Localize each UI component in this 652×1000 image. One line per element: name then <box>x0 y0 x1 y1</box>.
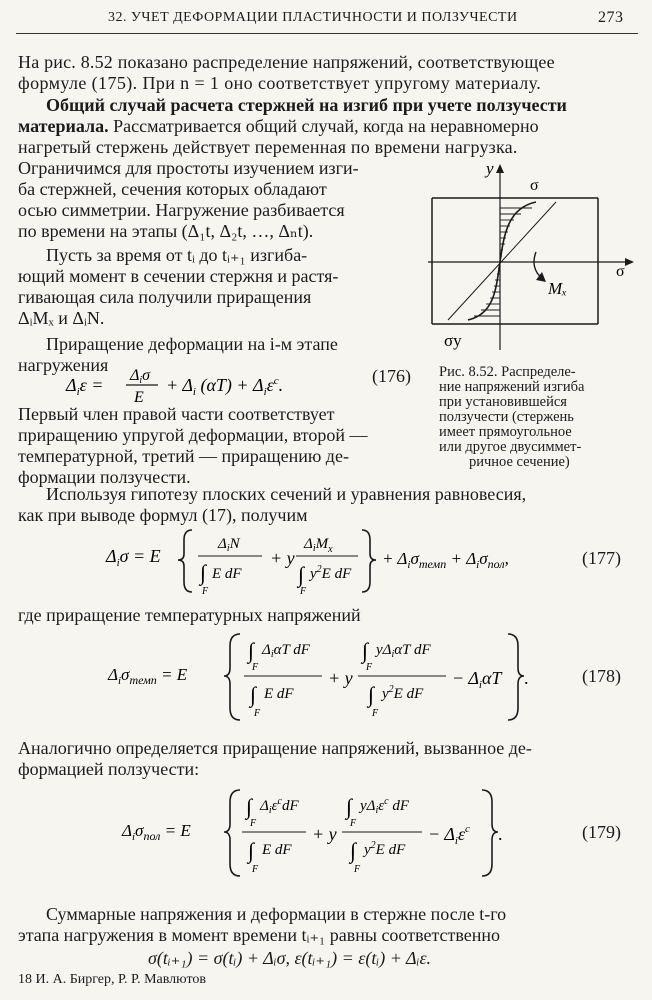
figure-caption-line4: ползучести (стержень <box>439 409 574 425</box>
p3-line2: ющий момент в сечении стержня и растя- <box>18 266 339 286</box>
svg-text:yΔiεc dF: $y\Delta_i\varepsilon^c$ dF <box>360 796 410 816</box>
svg-text:.: . <box>524 668 529 688</box>
p4-line1: Приращение деформации на i-м этапе <box>46 334 338 354</box>
p8-line1: Аналогично определяется приращение напряжений, вызванное де- <box>18 738 532 758</box>
svg-text:∫: ∫ <box>200 560 207 585</box>
equation-176 <box>60 364 330 404</box>
svg-text:F: F <box>350 818 357 829</box>
p5-line2: приращению упругой деформации, второй — <box>18 425 368 445</box>
svg-text:E dF: E dF <box>264 686 294 702</box>
p2-heading-line2: материала. <box>18 116 109 136</box>
equation-177-number: (177) <box>582 548 621 568</box>
svg-text:∫: ∫ <box>246 794 253 819</box>
svg-text:∫: ∫ <box>298 562 305 587</box>
svg-text:F: F <box>372 708 379 719</box>
p2-heading-line1: Общий случай расчета стержней на изгиб при учете ползучести <box>46 95 567 115</box>
svg-text:∫: ∫ <box>248 838 255 863</box>
svg-text:E: E <box>134 389 144 406</box>
svg-text:− Δiεc: − $\Delta_i\varepsilon^c$ <box>428 823 470 847</box>
figure-caption-line1: Рис. 8.52. Распределе- <box>439 364 576 380</box>
final-equation: σ(tᵢ₊₁) = σ(tᵢ) + Δᵢσ, ε(tᵢ₊₁) = ε(tᵢ) + Δᵢε. <box>148 948 432 968</box>
p2-line7: по времени на этапы (Δ₁t, Δ₂t, …, Δₙt). <box>18 221 314 241</box>
running-header: 32. УЧЕТ ДЕФОРМАЦИИ ПЛАСТИЧНОСТИ И ПОЛЗУЧЕСТИ <box>108 10 518 25</box>
figure-caption-line7: ричное сечение) <box>469 454 570 470</box>
p8-line2: формацией ползучести: <box>18 759 200 779</box>
equation-176-number: (176) <box>372 366 411 386</box>
svg-text:∫: ∫ <box>362 638 369 663</box>
svg-text:F: F <box>366 662 373 673</box>
figure-label-sigma-top: σ <box>530 177 539 194</box>
equation-178-formula <box>100 628 540 724</box>
svg-text:∫: ∫ <box>350 838 357 863</box>
svg-text:ΔiαT dF: $\Delta_i\alpha T$ dF <box>262 642 310 660</box>
equation-179-number: (179) <box>582 822 621 842</box>
svg-text:y2E dF: $y^2E$ dF <box>364 840 406 858</box>
svg-text:F: F <box>252 864 259 875</box>
svg-text:+ Δiσтемп + Δiσпол,: + $\Delta_i\sigma_{темп} + \Delta_i\sigma_{пол}$, <box>382 549 509 571</box>
svg-text:F: F <box>250 818 257 829</box>
svg-text:− ΔiαT: − $\Delta_i\alpha T$ <box>452 668 502 691</box>
p3-line3: гивающая сила получили приращения <box>18 287 312 307</box>
svg-text:yΔiαT dF: $y\Delta_i\alpha T$ dF <box>376 642 431 660</box>
equation-177 <box>100 524 540 601</box>
p7-line1: где приращение температурных напряжений <box>18 605 361 625</box>
svg-text:∫: ∫ <box>346 794 353 819</box>
p2-line5: ба стержней, сечения которых обладают <box>18 179 327 199</box>
svg-text:F: F <box>300 586 307 596</box>
p6-line2: как при выводе формул (17), получим <box>18 505 308 525</box>
equation-179-formula <box>110 784 530 880</box>
p9-line1: Суммарные напряжения и деформации в стержне после t-го <box>46 904 507 924</box>
svg-text:Δiσ: Δiσ <box>130 367 151 386</box>
p2-line3: нагретый стержень действует переменная по времени нагрузка. <box>18 137 518 157</box>
footer-signature: 18 И. А. Биргер, Р. Р. Мавлютов <box>18 972 206 987</box>
svg-text:+ y: + y <box>312 824 337 844</box>
svg-text:F: F <box>252 662 259 673</box>
p1-line2: формуле (175). При n = 1 оно соответствует упругому материалу. <box>18 73 542 93</box>
svg-text:∫: ∫ <box>248 638 255 663</box>
svg-text:.: . <box>498 824 503 844</box>
p2-line2 <box>18 116 539 136</box>
p1-line1: На рис. 8.52 показано распределение напряжений, соответствующее <box>18 52 555 72</box>
svg-text:+ Δi (αT) + Δiεc.: + $\Delta_i$ $(\alpha T) + \Delta_i\varepsilon^c$. <box>166 375 284 398</box>
svg-text:∫: ∫ <box>368 682 375 707</box>
p3-line4: ΔᵢMₓ и ΔᵢN. <box>18 308 105 328</box>
svg-text:F: F <box>202 586 209 596</box>
svg-text:y2E dF: $y^2E$ dF <box>382 684 424 702</box>
header-rule <box>16 33 638 34</box>
figure-label-y: y <box>486 159 494 178</box>
figure-label-sigma-y: σy <box>444 331 462 350</box>
p5-line3: температурной, третий — приращению де- <box>18 446 349 466</box>
p4-line2: нагружения <box>18 355 109 375</box>
equation-177-formula <box>100 524 540 596</box>
p2-line4: Ограничимся для простоты изучением изги- <box>18 158 359 178</box>
svg-text:Δiσ = E: $\Delta_i\sigma = E$ <box>106 546 161 569</box>
svg-text:E dF: E dF <box>212 566 242 582</box>
svg-text:+ y: + y <box>270 548 295 568</box>
figure-caption-line5: имеет прямоугольное <box>439 424 572 440</box>
svg-text:Δiσтемп = E: $\Delta_i\sigma_{темп} = E$ <box>108 665 188 687</box>
equation-178 <box>100 628 540 729</box>
equation-179 <box>110 784 530 885</box>
p2-line2-rest: Рассматривается общий случай, когда на неравномерно <box>113 116 539 136</box>
svg-text:Δiε =: $\Delta_i\varepsilon$ = <box>66 375 104 398</box>
equation-178-number: (178) <box>582 666 621 686</box>
figure-label-mx: Mₓ <box>548 279 567 298</box>
figure-label-sigma-right: σ <box>616 263 625 280</box>
figure-caption-line2: ние напряжений изгиба <box>439 379 585 395</box>
svg-text:ΔiεcdF: $\Delta_i\varepsilon^cdF$ <box>260 796 299 816</box>
p3-line1: Пусть за время от tᵢ до tᵢ₊₁ изгиба- <box>46 245 308 265</box>
stress-distribution-diagram <box>428 158 640 358</box>
equation-176-formula <box>60 364 330 408</box>
svg-text:∫: ∫ <box>250 682 257 707</box>
svg-text:y2E dF: $y^2E$ dF <box>310 564 352 582</box>
p9-line2: этапа нагружения в момент времени tᵢ₊₁ равны соответственно <box>18 925 501 945</box>
svg-text:Δiσпол = E: $\Delta_i\sigma_{пол} = E$ <box>122 821 191 843</box>
svg-text:ΔiMx: $\Delta_iM_x$ <box>304 536 333 555</box>
p2-line6: осью симметрии. Нагружение разбивается <box>18 200 345 220</box>
figure-caption-line3: при установившейся <box>439 394 567 410</box>
figure-8-52 <box>428 158 640 358</box>
svg-text:E dF: E dF <box>262 842 292 858</box>
p6-line1: Используя гипотезу плоских сечений и уравнения равновесия, <box>46 484 527 504</box>
page-number: 273 <box>598 9 624 26</box>
svg-text:ΔiN: $\Delta_iN$ <box>218 536 240 554</box>
svg-text:+ y: + y <box>328 668 353 688</box>
svg-text:F: F <box>354 864 361 875</box>
p5-line1: Первый член правой части соответствует <box>18 404 335 424</box>
figure-caption-line6: или другое двусиммет- <box>439 439 582 455</box>
svg-text:F: F <box>254 708 261 719</box>
p5-line4: формации ползучести. <box>18 467 191 487</box>
